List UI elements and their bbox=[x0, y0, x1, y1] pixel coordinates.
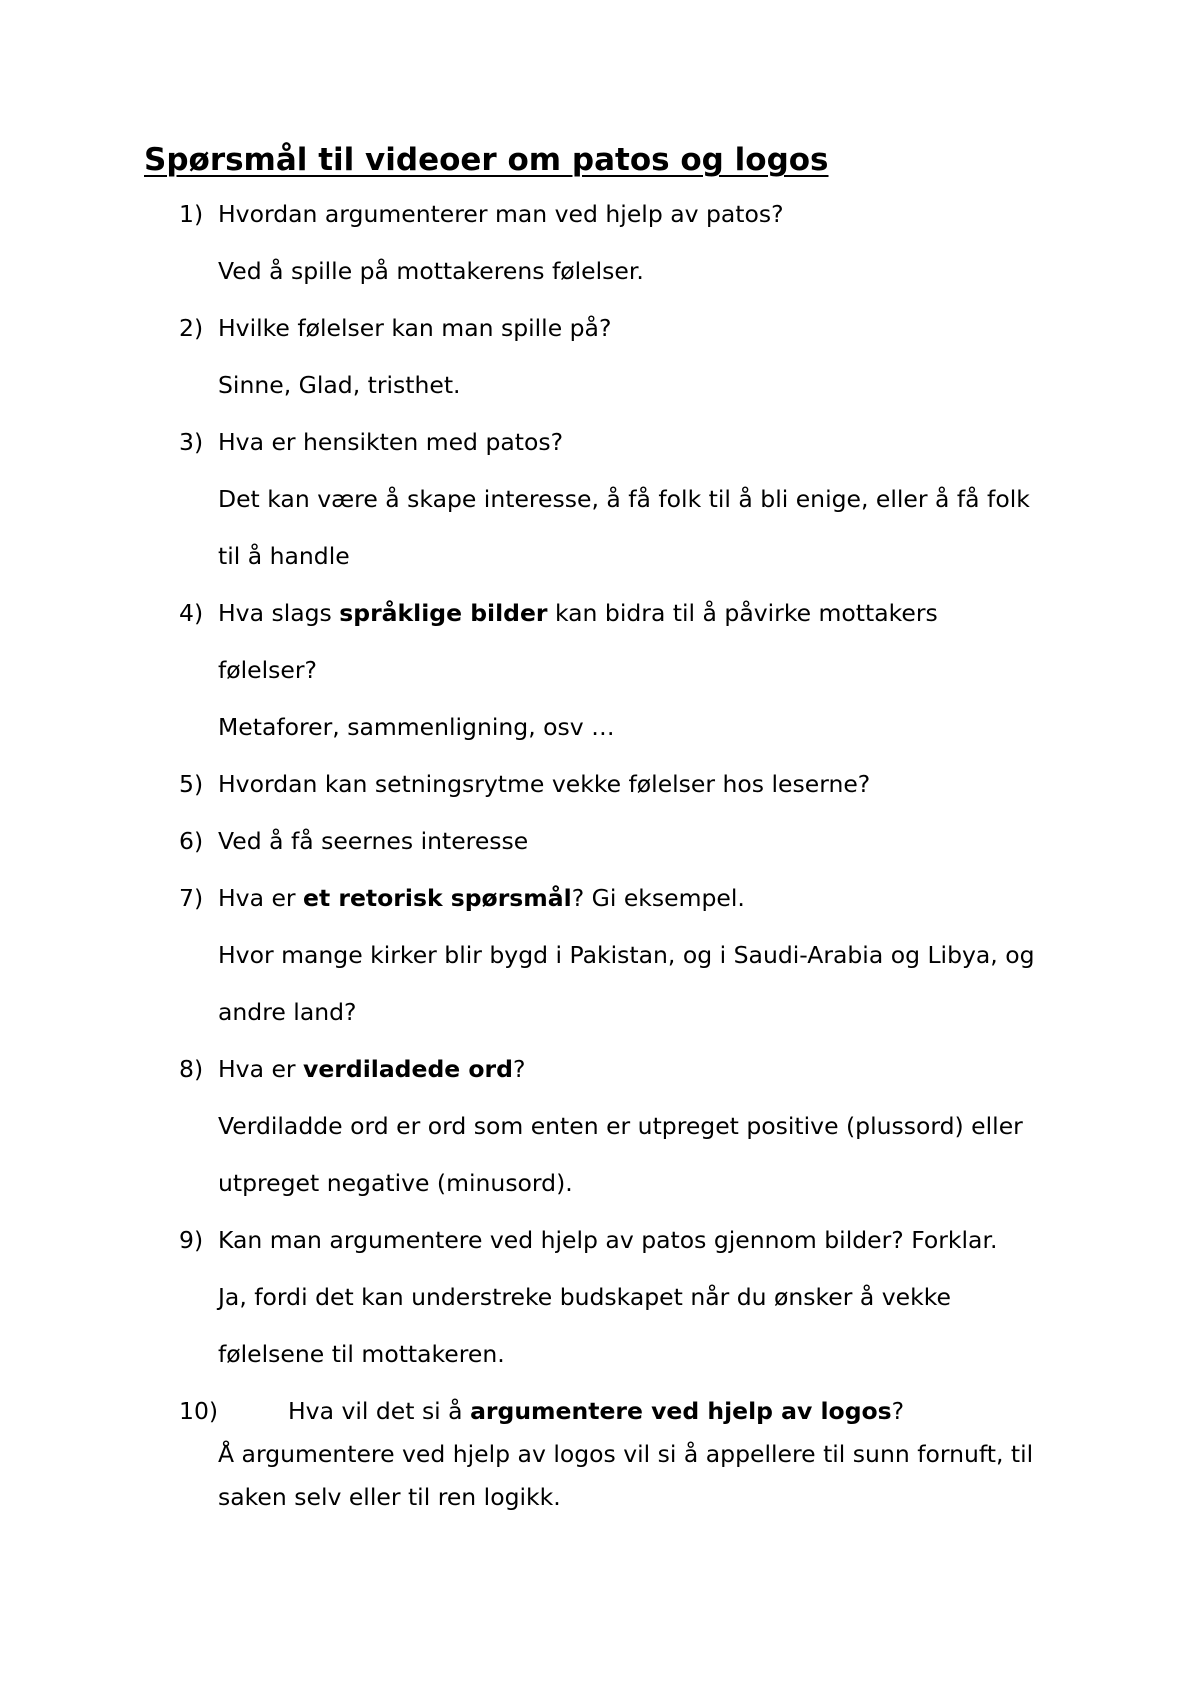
q3-number: 3) bbox=[179, 428, 204, 456]
q9-answer-line2: følelsene til mottakeren. bbox=[218, 1340, 505, 1368]
q7-question bbox=[218, 883, 745, 913]
q5-question: Hvordan kan setningsrytme vekke følelser hos leserne? bbox=[218, 770, 871, 798]
q7-question-bold: et retorisk spørsmål bbox=[303, 884, 572, 912]
q4-answer: Metaforer, sammenligning, osv … bbox=[218, 713, 615, 741]
q2-answer: Sinne, Glad, tristhet. bbox=[218, 371, 461, 399]
q3-answer-line1: Det kan være å skape interesse, å få folk til å bli enige, eller å få folk bbox=[218, 485, 1030, 513]
q3-question: Hva er hensikten med patos? bbox=[218, 428, 564, 456]
q10-number: 10) bbox=[179, 1397, 219, 1425]
q8-answer-line2: utpreget negative (minusord). bbox=[218, 1169, 573, 1197]
q10-question-bold: argumentere ved hjelp av logos bbox=[470, 1397, 892, 1425]
q6-number: 6) bbox=[179, 827, 204, 855]
q9-number: 9) bbox=[179, 1226, 204, 1254]
q7-question-after: ? Gi eksempel. bbox=[571, 884, 745, 912]
q9-answer-line1: Ja, fordi det kan understreke budskapet når du ønsker å vekke bbox=[218, 1283, 951, 1311]
q1-number: 1) bbox=[179, 200, 204, 228]
q8-question-after: ? bbox=[512, 1055, 526, 1083]
q4-question-line2: følelser? bbox=[218, 656, 318, 684]
q8-answer-line1: Verdiladde ord er ord som enten er utpreget positive (plussord) eller bbox=[218, 1112, 1023, 1140]
q10-question bbox=[288, 1396, 904, 1426]
q2-question: Hvilke følelser kan man spille på? bbox=[218, 314, 612, 342]
q8-question bbox=[218, 1054, 525, 1084]
q2-number: 2) bbox=[179, 314, 204, 342]
q4-question bbox=[218, 598, 938, 628]
q10-question-before: Hva vil det si å bbox=[288, 1397, 471, 1425]
q10-answer-line2: saken selv eller til ren logikk. bbox=[218, 1483, 561, 1511]
q5-number: 5) bbox=[179, 770, 204, 798]
q9-question: Kan man argumentere ved hjelp av patos gjennom bilder? Forklar. bbox=[218, 1226, 998, 1254]
q7-question-before: Hva er bbox=[218, 884, 304, 912]
q7-number: 7) bbox=[179, 884, 204, 912]
q4-number: 4) bbox=[179, 599, 204, 627]
q10-question-after: ? bbox=[891, 1397, 905, 1425]
q10-answer-line1: Å argumentere ved hjelp av logos vil si å appellere til sunn fornuft, til bbox=[218, 1440, 1034, 1468]
q8-question-before: Hva er bbox=[218, 1055, 304, 1083]
page-title: Spørsmål til videoer om patos og logos bbox=[144, 142, 829, 178]
q4-question-before: Hva slags bbox=[218, 599, 340, 627]
q7-answer-line1: Hvor mange kirker blir bygd i Pakistan, og i Saudi-Arabia og Libya, og bbox=[218, 941, 1035, 969]
q8-number: 8) bbox=[179, 1055, 204, 1083]
q4-question-bold: språklige bilder bbox=[339, 599, 548, 627]
q7-answer-line2: andre land? bbox=[218, 998, 357, 1026]
q8-question-bold: verdiladede ord bbox=[303, 1055, 513, 1083]
q4-question-after: kan bidra til å påvirke mottakers bbox=[547, 599, 938, 627]
q6-text: Ved å få seernes interesse bbox=[218, 827, 529, 855]
q3-answer-line2: til å handle bbox=[218, 542, 350, 570]
q1-question: Hvordan argumenterer man ved hjelp av patos? bbox=[218, 200, 784, 228]
q1-answer: Ved å spille på mottakerens følelser. bbox=[218, 257, 644, 285]
